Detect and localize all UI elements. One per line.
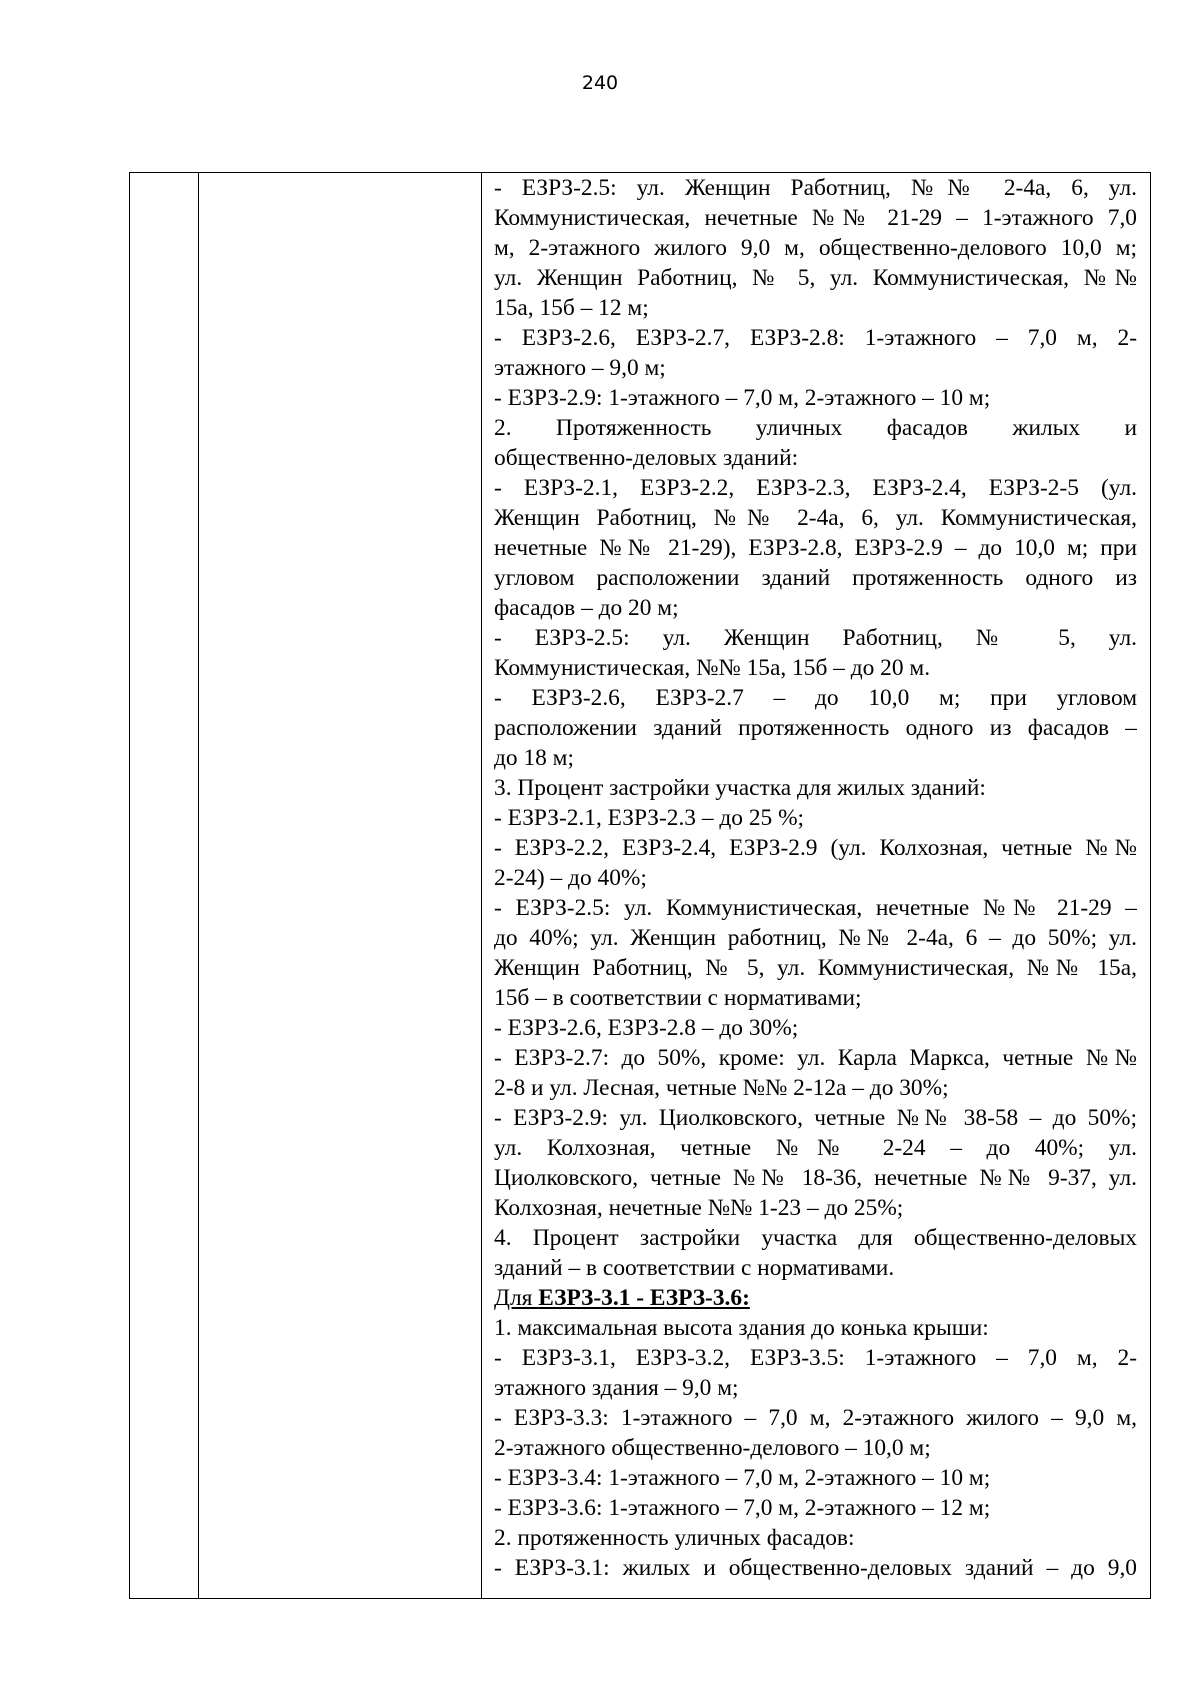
text-line: фасадов – до 20 м; — [494, 595, 679, 621]
text-line: 2-этажного общественно-делового – 10,0 м; — [494, 1435, 931, 1461]
text-line: общественно-деловых зданий: — [494, 445, 799, 471]
text-line: - ЕЗРЗ-2.9: ул. Циолковского, четные №№ 38-58 – до 50%; — [494, 1105, 1137, 1131]
text-line: - ЕЗРЗ-2.2, ЕЗРЗ-2.4, ЕЗРЗ-2.9 (ул. Колхозная, четные №№ — [494, 835, 1137, 861]
section-heading — [494, 1283, 1137, 1313]
text-line: Женщин Работниц, №№ 2-4а, 6, ул. Коммунистическая, — [494, 505, 1137, 531]
text-line: 2-24) – до 40%; — [494, 865, 647, 891]
text-line: 4. Процент застройки участка для общественно-деловых — [494, 1225, 1137, 1251]
text-line: Коммунистическая, №№ 15а, 15б – до 20 м. — [494, 655, 931, 681]
text-line: 3. Процент застройки участка для жилых зданий: — [494, 775, 986, 801]
text-line: 1. максимальная высота здания до конька крыши: — [494, 1315, 989, 1341]
text-line: 15а, 15б – 12 м; — [494, 295, 649, 321]
text-line: 15б – в соответствии с нормативами; — [494, 985, 862, 1011]
text-line: - ЕЗРЗ-3.1, ЕЗРЗ-3.2, ЕЗРЗ-3.5: 1-этажного – 7,0 м, 2- — [494, 1345, 1137, 1371]
text-line: ул. Колхозная, четные №№ 2-24 – до 40%; ул. — [494, 1135, 1137, 1161]
table-cell-text — [482, 173, 1151, 1599]
text-line: нечетные №№ 21-29), ЕЗРЗ-2.8, ЕЗРЗ-2.9 – до 10,0 м; при — [494, 535, 1137, 561]
text-line: - ЕЗРЗ-2.9: 1-этажного – 7,0 м, 2-этажного – 10 м; — [494, 385, 991, 411]
text-line: - ЕЗРЗ-3.4: 1-этажного – 7,0 м, 2-этажного – 10 м; — [494, 1465, 991, 1491]
text-line: - ЕЗРЗ-2.1, ЕЗРЗ-2.3 – до 25 %; — [494, 805, 805, 831]
text-line: Женщин Работниц, № 5, ул. Коммунистическая, №№ 15а, — [494, 955, 1137, 981]
text-line: м, 2-этажного жилого 9,0 м, общественно-делового 10,0 м; — [494, 235, 1137, 261]
text-line: расположении зданий протяженность одного из фасадов – — [494, 715, 1137, 741]
text-line: 2. протяженность уличных фасадов: — [494, 1525, 855, 1551]
text-line: - ЕЗРЗ-2.7: до 50%, кроме: ул. Карла Маркса, четные №№ — [494, 1045, 1137, 1071]
text-line: - ЕЗРЗ-2.5: ул. Женщин Работниц, № 5, ул. — [494, 625, 1137, 651]
text-line: - ЕЗРЗ-2.6, ЕЗРЗ-2.7 – до 10,0 м; при угловом — [494, 685, 1137, 711]
section-heading-prefix: Для — [494, 1285, 539, 1311]
regulations-table — [129, 172, 1151, 1599]
table-row — [130, 173, 1151, 1599]
text-line: этажного здания – 9,0 м; — [494, 1375, 739, 1401]
text-line: - ЕЗРЗ-2.1, ЕЗРЗ-2.2, ЕЗРЗ-2.3, ЕЗРЗ-2.4, ЕЗРЗ-2-5 (ул. — [494, 475, 1137, 501]
table-cell-zone — [199, 173, 482, 1599]
text-line: Циолковского, четные №№ 18-36, нечетные №№ 9-37, ул. — [494, 1165, 1137, 1191]
text-line: - ЕЗРЗ-3.6: 1-этажного – 7,0 м, 2-этажного – 12 м; — [494, 1495, 991, 1521]
page-number: 240 — [581, 72, 619, 94]
text-line: ул. Женщин Работниц, № 5, ул. Коммунистическая, №№ — [494, 265, 1137, 291]
text-line: угловом расположении зданий протяженность одного из — [494, 565, 1137, 591]
section-heading-zones: ЕЗРЗ-3.1 - ЕЗРЗ-3.6: — [538, 1285, 750, 1311]
text-line: - ЕЗРЗ-2.6, ЕЗРЗ-2.8 – до 30%; — [494, 1015, 799, 1041]
text-line: Коммунистическая, нечетные №№ 21-29 – 1-этажного 7,0 — [494, 205, 1137, 231]
text-line: зданий – в соответствии с нормативами. — [494, 1255, 895, 1281]
text-line: - ЕЗРЗ-2.5: ул. Женщин Работниц, №№ 2-4а, 6, ул. — [494, 175, 1137, 201]
text-line: этажного – 9,0 м; — [494, 355, 666, 381]
text-line: до 18 м; — [494, 745, 574, 771]
table-cell-number — [130, 173, 199, 1599]
text-line: - ЕЗРЗ-3.3: 1-этажного – 7,0 м, 2-этажного жилого – 9,0 м, — [494, 1405, 1137, 1431]
text-line: - ЕЗРЗ-3.1: жилых и общественно-деловых зданий – до 9,0 — [494, 1555, 1137, 1581]
text-line: 2-8 и ул. Лесная, четные №№ 2-12а – до 30%; — [494, 1075, 949, 1101]
text-line: Колхозная, нечетные №№ 1-23 – до 25%; — [494, 1195, 904, 1221]
text-line: до 40%; ул. Женщин работниц, №№ 2-4а, 6 – до 50%; ул. — [494, 925, 1137, 951]
text-line: 2. Протяженность уличных фасадов жилых и — [494, 415, 1137, 441]
text-line: - ЕЗРЗ-2.5: ул. Коммунистическая, нечетные №№ 21-29 – — [494, 895, 1137, 921]
text-line: - ЕЗРЗ-2.6, ЕЗРЗ-2.7, ЕЗРЗ-2.8: 1-этажного – 7,0 м, 2- — [494, 325, 1137, 351]
